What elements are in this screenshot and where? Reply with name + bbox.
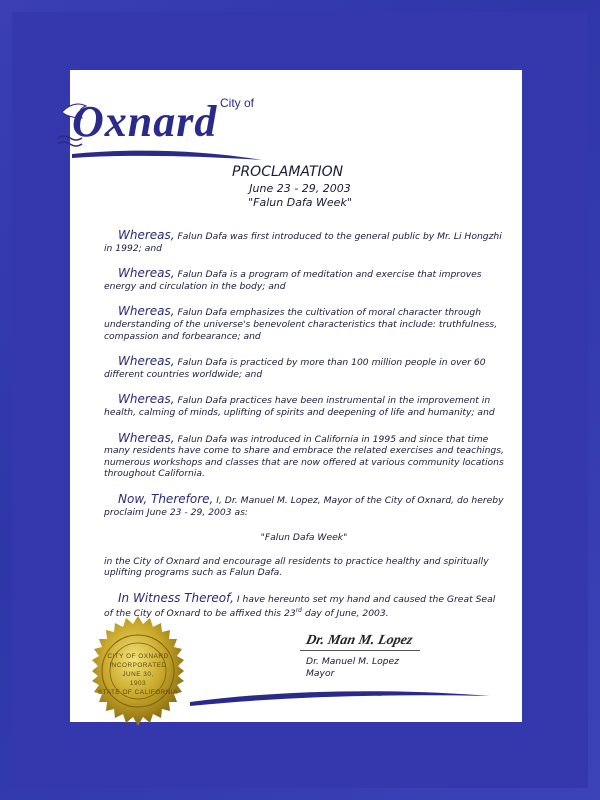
whereas-text: Falun Dafa was first introduced to the general public by Mr. Li Hongzhi in 1992; and [104,231,502,254]
whereas-paragraph-1 [104,230,504,254]
signature-line [300,650,420,651]
mayor-title: Mayor [306,668,335,679]
whereas-text: Falun Dafa is a program of meditation and exercise that improves energy and circulation in the body; and [104,269,482,292]
whereas-text: Falun Dafa practices have been instrumental in the improvement in health, calming of minds, uplifting of spirits and deepening of life and humanity; and [104,395,495,418]
mayor-name: Dr. Manuel M. Lopez [306,656,399,667]
seal-line: INCORPORATED [109,661,167,669]
seal-line: STATE OF CALIFORNIA [98,688,178,696]
city-name-logo: Oxnard [72,97,218,146]
witness-superscript: rd [295,607,302,615]
whereas-text: Falun Dafa emphasizes the cultivation of moral character through understanding of the universe's benevolent characteristics that include: truthfulness, compassion and forbearance; and [104,307,498,342]
whereas-paragraph-6 [104,430,504,480]
witness-text: I have hereunto set my hand and caused the Great Seal of the City of Oxnard to be affixed this 23 [104,593,496,620]
therefore-paragraph [104,491,504,518]
week-declaration: "Falun Dafa Week" [260,532,348,544]
encourage-paragraph: in the City of Oxnard and encourage all residents to practice healthy and spiritually uplifting programs such as Falun Dafa. [104,555,489,579]
witness-tail: day of June, 2003. [302,608,389,620]
bottom-swoosh-icon [190,688,490,708]
seal-line: CITY OF OXNARD [107,652,169,660]
whereas-lead: Whereas, [118,354,175,369]
whereas-lead: Whereas, [118,304,175,319]
whereas-lead: Whereas, [118,228,175,242]
city-of-label: City of [220,96,255,110]
proclamation-body [104,230,504,634]
whereas-text: Falun Dafa is practiced by more than 100 million people in over 60 different countries worldwide; and [104,357,486,380]
seal-line: JUNE 30, [122,670,154,678]
witness-lead: In Witness Thereof, [118,590,234,605]
whereas-text: Falun Dafa was introduced in California in 1995 and since that time many residents have come to share and embrace the related exercises and teachings, numerous workshops and classes that are now offered at various community locations throughout California. [104,433,504,480]
page-title: PROCLAMATION [232,164,344,180]
therefore-text: I, Dr. Manuel M. Lopez, Mayor of the City of Oxnard, do hereby proclaim June 23 - 29, 2003 as: [104,494,504,518]
whereas-lead: Whereas, [118,430,175,445]
whereas-lead: Whereas, [118,266,175,281]
whereas-paragraph-4 [104,356,504,380]
mayor-signature: Dr. Man M. Lopez [304,633,414,648]
seal-text [78,614,198,734]
whereas-lead: Whereas, [118,392,175,407]
city-seal [78,614,198,734]
whereas-paragraph-3 [104,306,504,342]
whereas-paragraph-5 [104,394,504,418]
proclamation-dates: June 23 - 29, 2003 [249,182,351,195]
proclamation-week: "Falun Dafa Week" [248,196,352,209]
therefore-lead: Now, Therefore, [118,491,214,506]
seal-line: 1903 [129,679,147,687]
whereas-paragraph-2 [104,268,504,292]
